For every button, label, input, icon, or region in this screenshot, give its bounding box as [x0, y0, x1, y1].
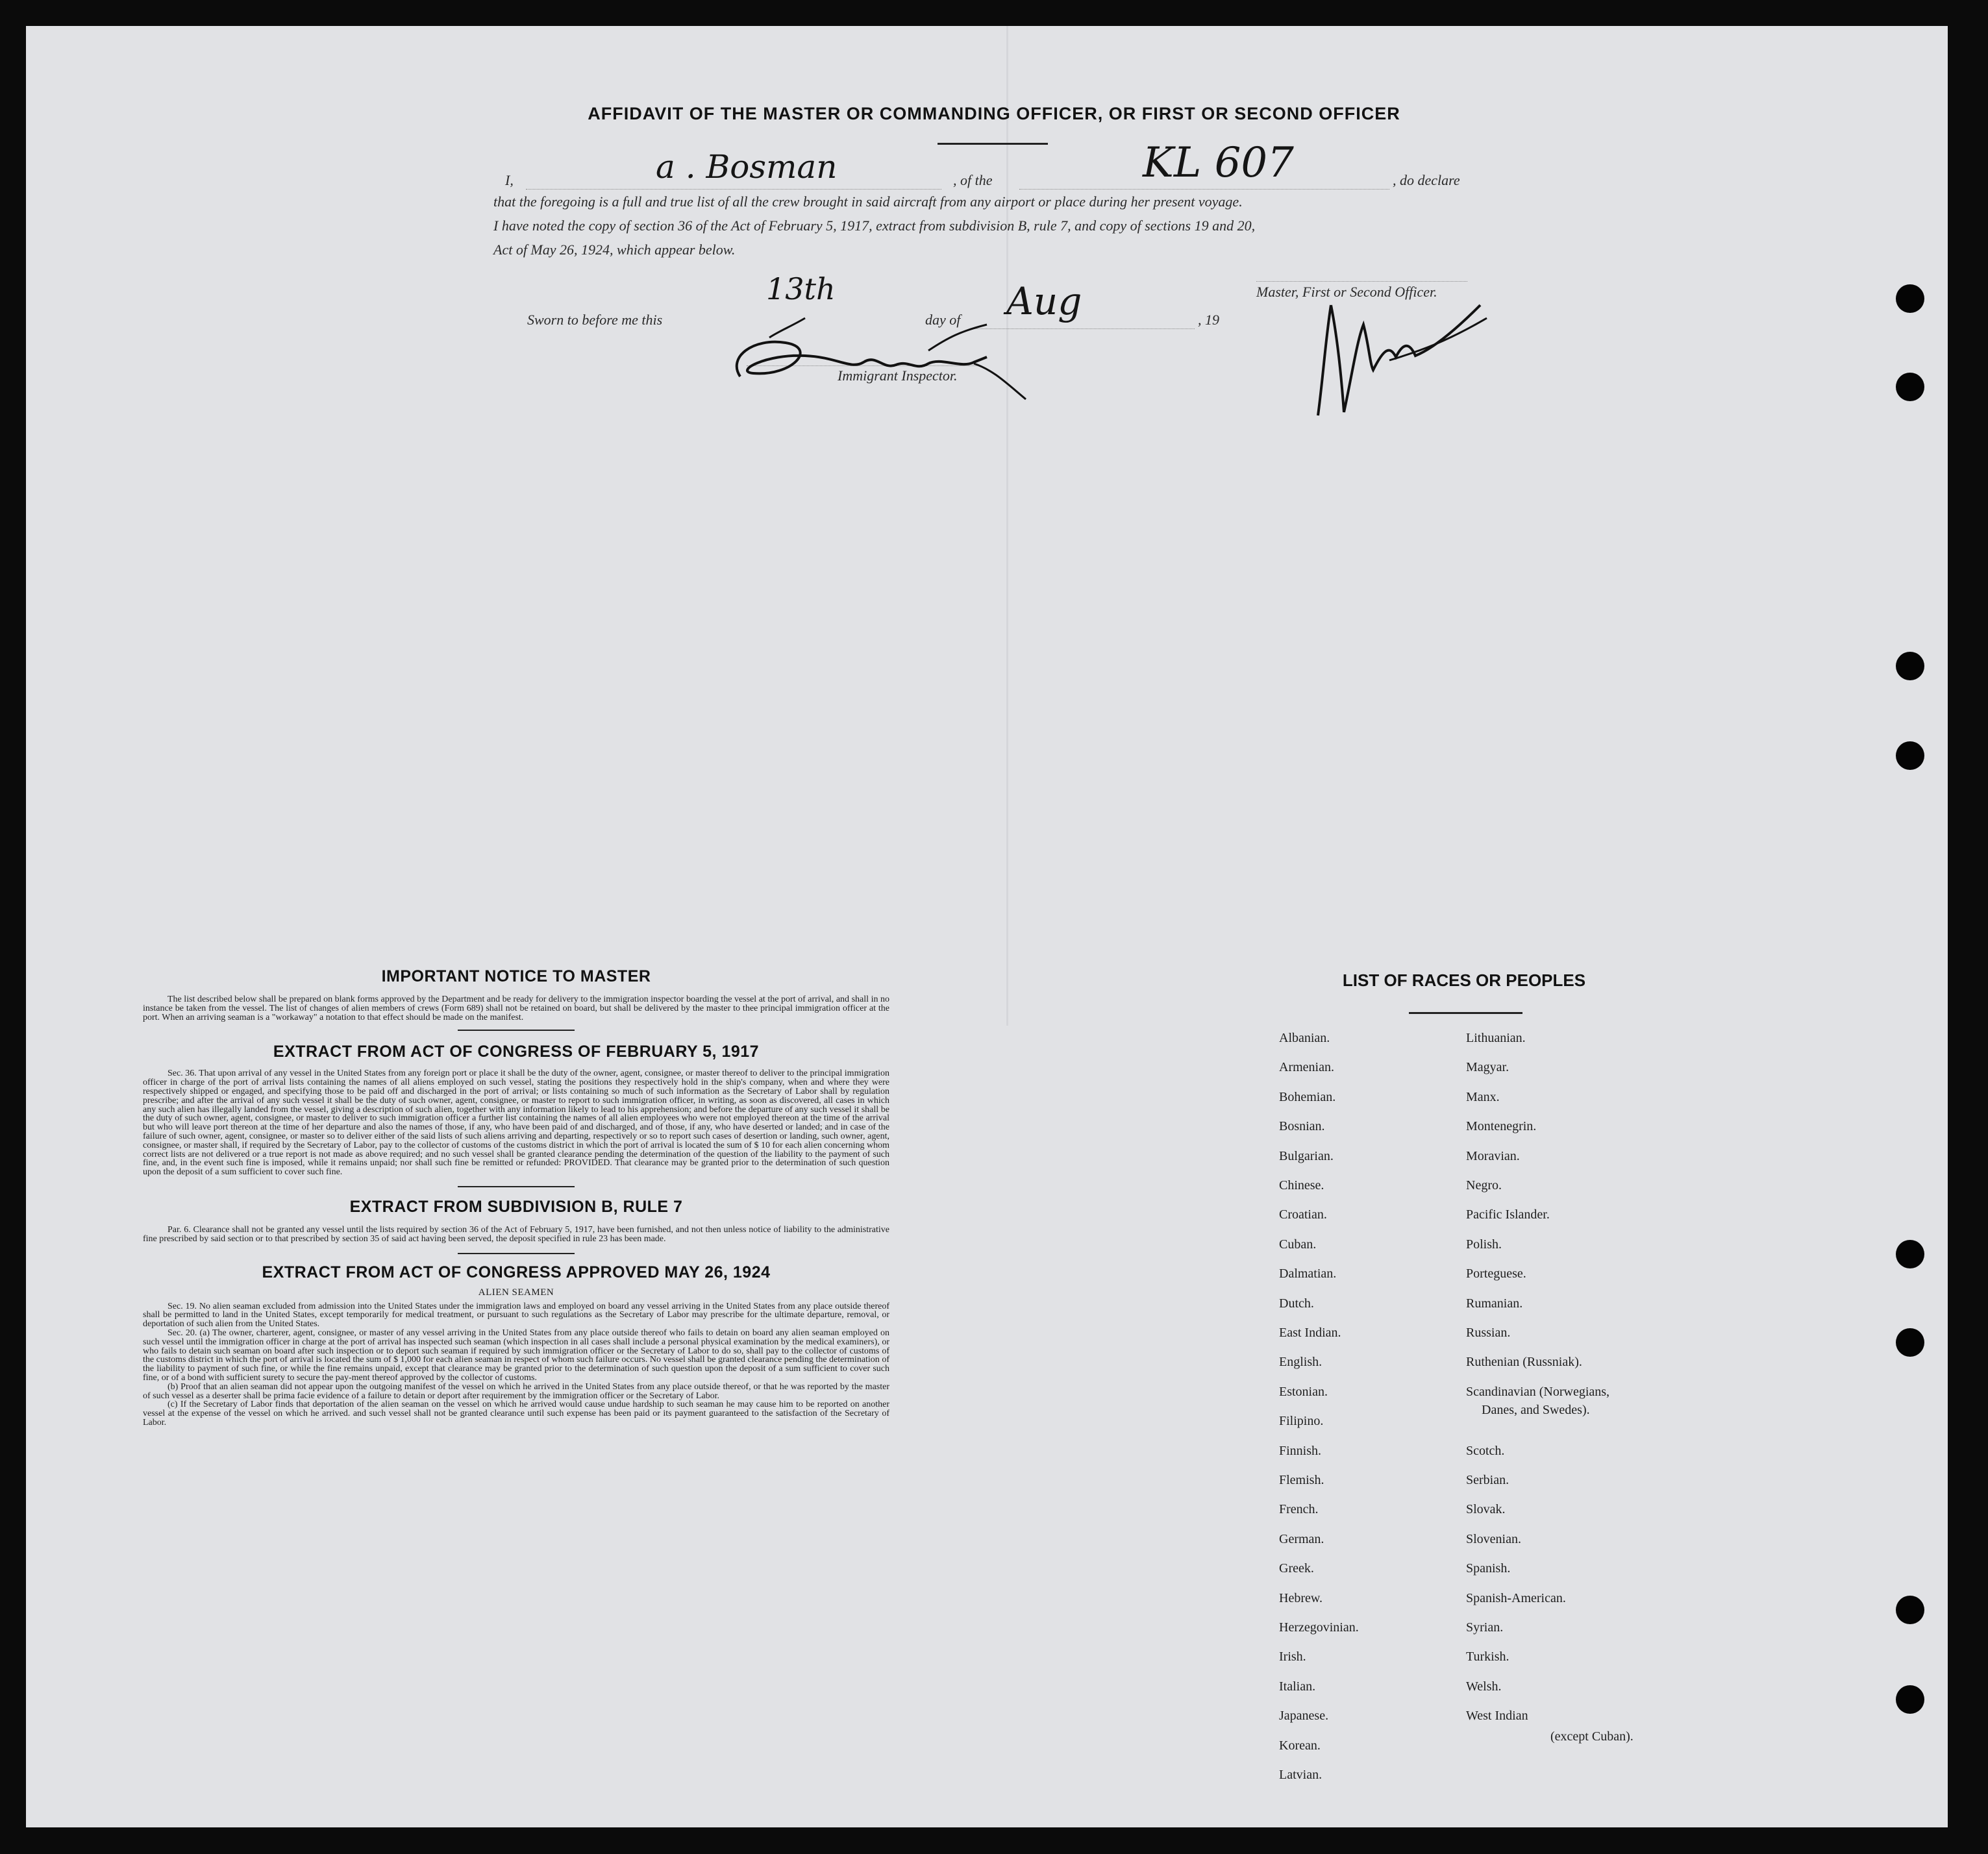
master-name-handwritten: a . Bosman: [656, 148, 838, 186]
notice-section: [143, 967, 889, 1428]
race-item: Albanian.: [1279, 1031, 1330, 1045]
aircraft-handwritten: KL 607: [1143, 139, 1294, 187]
race-continuation: (except Cuban).: [1550, 1729, 1634, 1744]
title-rule: [938, 143, 1048, 145]
race-item: Latvian.: [1279, 1768, 1323, 1782]
race-item: Spanish.: [1466, 1561, 1511, 1576]
race-item: Estonian.: [1279, 1385, 1328, 1399]
notice-body: The list described below shall be prepared on blank forms approved by the Department and be ready for delivery to the immigration inspector boarding the vessel at the port of arrival, and shall in no instance be taken from the vessel. The list of changes of alien members of crews (Form 689) shall not be retained on board, but shall be delivered by the master to thee principal immigration officer at the port. When an arriving seaman is a "workaway" a notation to that effect should be made on the manifest.: [143, 995, 889, 1022]
affidavit-title: AFFIDAVIT OF THE MASTER OR COMMANDING OFFICER, OR FIRST OR SECOND OFFICER: [588, 104, 1400, 123]
race-item: Scandinavian (Norwegians,: [1466, 1385, 1610, 1399]
punch-hole: [1896, 1240, 1924, 1268]
year-label: , 19: [1198, 312, 1219, 328]
race-item: Manx.: [1466, 1090, 1500, 1104]
race-item: Korean.: [1279, 1738, 1321, 1753]
month-handwritten: Aug: [1006, 279, 1082, 323]
race-item: Moravian.: [1466, 1149, 1520, 1163]
race-item: English.: [1279, 1355, 1323, 1369]
sec-20a: Sec. 20. (a) The owner, charterer, agent, consignee, or master of any vessel arriving in the United States from any place outside thereof who fails to detain on board any alien seaman employed on such vessel until the immigration officer in charge at the port of arrival has inspected such seaman (which inspection in all cases shall include a personal physical examination by the medical examiners), or who fails to detain such seaman on board after such inspection or to deport such seaman if required by such immigration officer or the Secretary of Labor to do so, shall pay to the collector of customs of the customs district in which the port of arrival is located the sum of $ 1,000 for each alien seaman in respect of whom such failure occurs. No vessel shall be granted clearance pending the determination of the liability to payment of such fine, or while the fine remains unpaid, except that clearance may be granted prior to the determination of such question upon the deposit of a sum sufficient to cover such fine, or of a bond with sufficient surety to secure the pay-ment thereof approved by the collector of customs.: [143, 1328, 889, 1383]
race-item: Porteguese.: [1466, 1267, 1526, 1281]
i-label: I,: [505, 172, 514, 188]
punch-hole: [1896, 1685, 1924, 1714]
race-item: Irish.: [1279, 1650, 1306, 1664]
act-1917-body: Sec. 36. That upon arrival of any vessel in the United States from any foreign port or place it shall be the duty of the owner, agent, consignee, or master thereof to deliver to the principal immigration officer in charge of the port of arrival lists containing the names of all aliens employed on such vessel, stating the positions they respectively hold in the ship's company, when and where they were respectively shipped or engaged, and specifying those to be paid off and discharged in the port of arrival; or lists containing so much of such information as the Secretary of Labor shall by regulation prescribe; and after the arrival of any such vessel it shall be the duty of such owner, agent, consignee, or master to report to such immigration officer, in writing, as soon as discovered, all cases in which any such alien has illegally landed from the vessel, giving a description of such alien, together with any information likely to lead to his apprehension; and before the departure of any such vessel it shall be the duty of such owner, agent, consignee, or master to deliver to such immigration officer a further list containing the names of all alien employees who were not employed thereon at the time of the arrival but who will leave port thereon at the time of her departure and also the names of those, if any, who have been paid of and discharged, and of those, if any, who have deserted or landed; and in case of the failure of such owner, agent, consignee, or master so to deliver either of the said lists of such aliens arriving and departing, respectively or so to report such cases of desertion or landing, such owner, agent, consignee, or master shall, if required by the Secretary of Labor, pay to the collector of customs of the customs district in which the port of arrival is located the sum of $ 10 for each alien concerning whom correct lists are not delivered or a true report is not made as above required; and no such vessel shall be granted clearance pending the determination of the question of the liability to the payment of such fine, and, in the event such fine is imposed, while it remains unpaid; nor shall such fine be remitted or refunded: PROVIDED. That clearance may be granted prior to the determination of such question upon the deposit of a sum sufficient to cover such fine.: [143, 1069, 889, 1178]
fold-crease: [1006, 26, 1008, 1026]
race-item: Pacific Islander.: [1466, 1207, 1550, 1222]
race-item: Scotch.: [1466, 1444, 1505, 1458]
race-item: Flemish.: [1279, 1473, 1324, 1487]
do-declare-label: , do declare: [1393, 172, 1460, 188]
sec-20b: (b) Proof that an alien seaman did not appear upon the outgoing manifest of the vessel on which he arrived in the United States from any place outside thereof, or that he was reported by the master of such vessel as a deserter shall be prima facie evidence of a failure to detain or deport after requirement by the immigration officer or the Secretary of Labor.: [143, 1381, 889, 1401]
race-item: Montenegrin.: [1466, 1119, 1537, 1133]
name-fill-line: [526, 188, 941, 190]
divider: [458, 1253, 575, 1254]
race-item: Croatian.: [1279, 1207, 1327, 1222]
race-item: Bohemian.: [1279, 1090, 1336, 1104]
inspector-label: Immigrant Inspector.: [838, 367, 958, 384]
race-item: Turkish.: [1466, 1650, 1510, 1664]
race-item: Serbian.: [1466, 1473, 1510, 1487]
races-title: LIST OF RACES OR PEOPLES: [1342, 970, 1586, 990]
race-item: Slovenian.: [1466, 1532, 1521, 1546]
race-item: Japanese.: [1279, 1709, 1329, 1723]
race-item: East Indian.: [1279, 1326, 1341, 1340]
race-item: Magyar.: [1466, 1060, 1510, 1074]
of-the-label: , of the: [953, 172, 993, 188]
race-item: Polish.: [1466, 1237, 1502, 1252]
inspector-signature: [714, 292, 1052, 409]
race-item: Hebrew.: [1279, 1591, 1323, 1605]
races-title-rule: [1409, 1012, 1522, 1014]
rule-7-body: Par. 6. Clearance shall not be granted any vessel until the lists required by section 36 of the Act of February 5, 1917, have been furnished, and not then unless notice of liability to the administrative fine prescribed by said section or to that prescribed by section 35 of said act having been served, the deposit specified in rule 23 has been made.: [143, 1224, 889, 1244]
day-of-label: day of: [925, 312, 961, 328]
sec-20c: (c) If the Secretary of Labor finds that deportation of the alien seaman on the vessel on which he arrived would cause undue hardship to such seaman he may cause him to be reported on another vessel at the expense of the vessel on which he arrived. and such vessel shall not be granted clearance until such expense has been paid or its payment guaranteed to the satisfaction of the Secretary of Labor.: [143, 1400, 889, 1428]
race-item: Lithuanian.: [1466, 1031, 1526, 1045]
sworn-label: Sworn to before me this: [527, 312, 663, 328]
race-item: Dalmatian.: [1279, 1267, 1337, 1281]
punch-hole: [1896, 284, 1924, 313]
race-continuation: Danes, and Swedes).: [1482, 1403, 1590, 1417]
race-item: Bosnian.: [1279, 1119, 1325, 1133]
race-item: Italian.: [1279, 1679, 1316, 1694]
act-1924-subtitle: ALIEN SEAMEN: [478, 1287, 554, 1298]
race-item: Cuban.: [1279, 1237, 1317, 1252]
act-1924-title: EXTRACT FROM ACT OF CONGRESS APPROVED MAY 26, 1924: [262, 1263, 771, 1281]
race-item: Syrian.: [1466, 1620, 1504, 1635]
race-item: Bulgarian.: [1279, 1149, 1334, 1163]
divider: [458, 1030, 575, 1031]
master-officer-label: Master, First or Second Officer.: [1256, 284, 1437, 300]
divider: [458, 1186, 575, 1187]
race-item: Dutch.: [1279, 1296, 1314, 1311]
race-item: Negro.: [1466, 1178, 1502, 1193]
punch-hole: [1896, 652, 1924, 680]
punch-hole: [1896, 1596, 1924, 1624]
race-item: Welsh.: [1466, 1679, 1502, 1694]
race-item: Finnish.: [1279, 1444, 1322, 1458]
act-1917-title: EXTRACT FROM ACT OF CONGRESS OF FEBRUARY 5, 1917: [273, 1043, 760, 1061]
race-item: Greek.: [1279, 1561, 1314, 1576]
race-item: Russian.: [1466, 1326, 1511, 1340]
race-item: French.: [1279, 1502, 1319, 1516]
master-signature: [1292, 279, 1500, 428]
declaration-line-1: that the foregoing is a full and true list of all the crew brought in said aircraft from any airport or place during her present voyage.: [493, 193, 1243, 210]
sec-19: Sec. 19. No alien seaman excluded from admission into the United States under the immigration laws and employed on board any vessel arriving in the United States from any place outside thereof shall be permitted to land in the United States, except temporarily for medical treatment, or pursuant to such regulations as the Secretary of Labor may prescribe for the ultimate departure, removal, or deportation of such alien from the United States.: [143, 1301, 889, 1329]
rule-7-title: EXTRACT FROM SUBDIVISION B, RULE 7: [349, 1197, 683, 1216]
race-item: Chinese.: [1279, 1178, 1324, 1193]
race-item: Filipino.: [1279, 1414, 1324, 1428]
race-item: German.: [1279, 1532, 1324, 1546]
race-item: Spanish-American.: [1466, 1591, 1566, 1605]
punch-hole: [1896, 741, 1924, 770]
race-item: West Indian: [1466, 1709, 1528, 1723]
race-item: Ruthenian (Russniak).: [1466, 1355, 1582, 1369]
race-item: Slovak.: [1466, 1502, 1506, 1516]
notice-title: IMPORTANT NOTICE TO MASTER: [381, 967, 651, 985]
declaration-line-2: I have noted the copy of section 36 of the Act of February 5, 1917, extract from subdivision B, rule 7, and copy of sections 19 and 20,: [493, 217, 1256, 234]
punch-hole: [1896, 1328, 1924, 1357]
punch-hole: [1896, 373, 1924, 401]
day-handwritten: 13th: [766, 271, 836, 306]
race-item: Armenian.: [1279, 1060, 1334, 1074]
race-item: Herzegovinian.: [1279, 1620, 1359, 1635]
declaration-line-3: Act of May 26, 1924, which appear below.: [493, 241, 736, 258]
aircraft-fill-line: [1019, 188, 1389, 190]
race-item: Rumanian.: [1466, 1296, 1523, 1311]
